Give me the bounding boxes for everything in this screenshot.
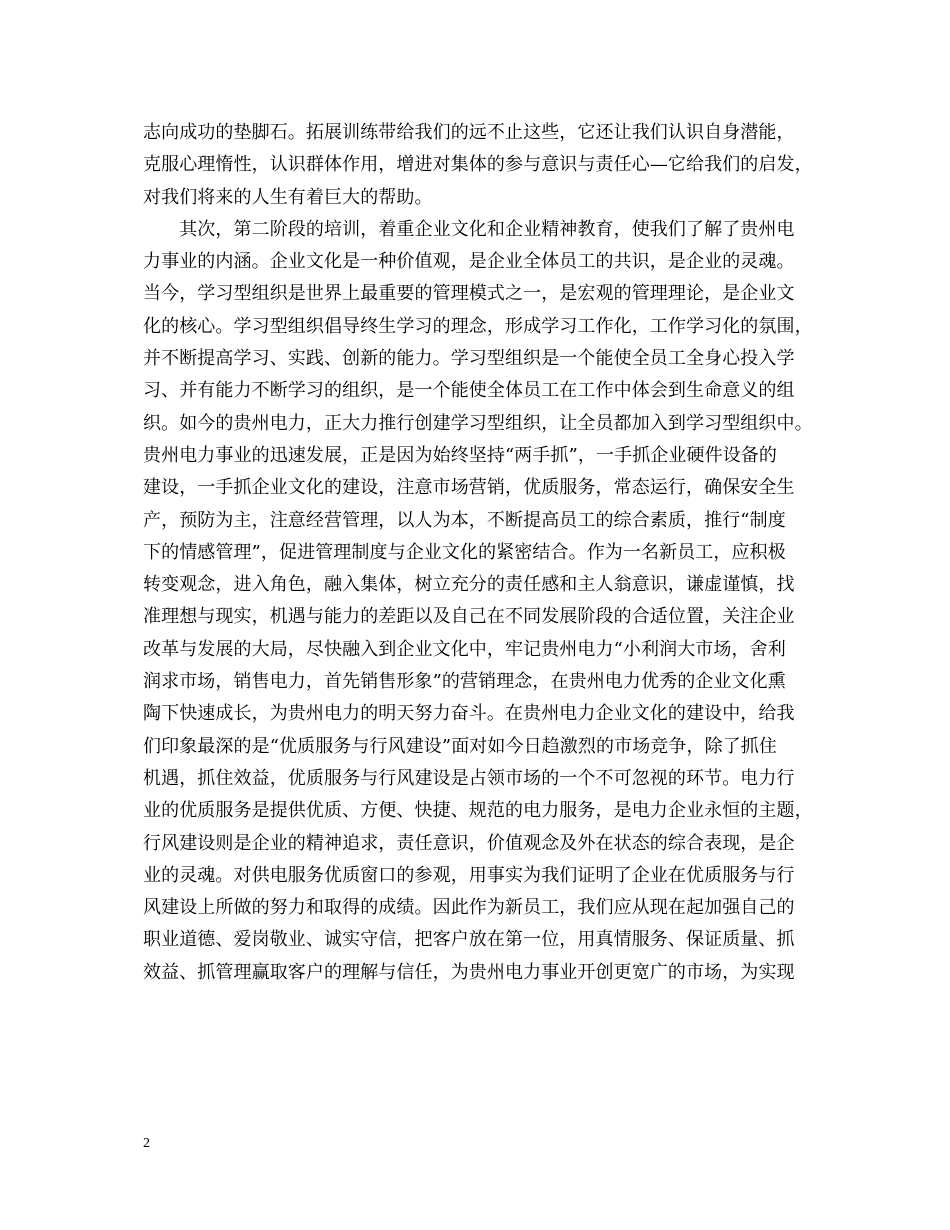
text-line: 职业道德、爱岗敬业、诚实守信，把客户放在第一位，用真情服务、保证质量、抓 (143, 929, 795, 951)
text-line: 准理想与现实，机遇与能力的差距以及自己在不同发展阶段的合适位置，关注企业 (143, 606, 795, 628)
text-line: 建设，一手抓企业文化的建设，注意市场营销，优质服务，常态运行，确保安全生 (143, 477, 795, 499)
text-line: 力事业的内涵。企业文化是一种价值观，是企业全体员工的共识，是企业的灵魂。 (143, 251, 795, 273)
text-line: 当今，学习型组织是世界上最重要的管理模式之一，是宏观的管理理论，是企业文 (143, 283, 795, 305)
page-number: 2 (143, 1136, 150, 1151)
text-line: 贵州电力事业的迅速发展，正是因为始终坚持“两手抓”，一手抓企业硬件设备的 (143, 444, 778, 466)
body-text (143, 117, 833, 989)
text-line: 克服心理惰性，认识群体作用，增进对集体的参与意识与责任心—它给我们的启发， (143, 154, 813, 176)
text-line: 并不断提高学习、实践、创新的能力。学习型组织是一个能使全员工全身心投入学 (143, 348, 795, 370)
text-line: 业的优质服务是提供优质、方便、快捷、规范的电力服务，是电力企业永恒的主题， (143, 800, 813, 822)
text-line: 对我们将来的人生有着巨大的帮助。 (143, 186, 433, 208)
text-line: 下的情感管理”，促进管理制度与企业文化的紧密结合。作为一名新员工，应积极 (143, 541, 786, 563)
text-line: 其次，第二阶段的培训，着重企业文化和企业精神教育，使我们了解了贵州电 (143, 218, 795, 240)
text-line: 润求市场，销售电力，首先销售形象”的营销理念，在贵州电力优秀的企业文化熏 (143, 671, 786, 693)
text-line: 陶下快速成长，为贵州电力的明天努力奋斗。在贵州电力企业文化的建设中，给我 (143, 703, 795, 725)
text-line: 效益、抓管理赢取客户的理解与信任，为贵州电力事业开创更宽广的市场，为实现 (143, 961, 795, 983)
text-line: 业的灵魂。对供电服务优质窗口的参观，用事实为我们证明了企业在优质服务与行 (143, 864, 795, 886)
text-line: 风建设上所做的努力和取得的成绩。因此作为新员工，我们应从现在起加强自己的 (143, 897, 795, 919)
text-line: 织。如今的贵州电力，正大力推行创建学习型组织，让全员都加入到学习型组织中。 (143, 412, 813, 434)
text-line: 产，预防为主，注意经营管理，以人为本，不断提高员工的综合素质，推行“制度 (143, 509, 786, 531)
text-line: 行风建设则是企业的精神追求，责任意识，价值观念及外在状态的综合表现，是企 (143, 832, 795, 854)
text-line: 转变观念，进入角色，融入集体，树立充分的责任感和主人翁意识，谦虚谨慎，找 (143, 574, 795, 596)
text-line: 改革与发展的大局，尽快融入到企业文化中，牢记贵州电力“小利润大市场，舍利 (143, 638, 786, 660)
text-line: 化的核心。学习型组织倡导终生学习的理念，形成学习工作化，工作学习化的氛围， (143, 315, 813, 337)
text-line: 们印象最深的是“优质服务与行风建设”面对如今日趋激烈的市场竞争，除了抓住 (143, 735, 778, 757)
text-line: 习、并有能力不断学习的组织，是一个能使全体员工在工作中体会到生命意义的组 (143, 380, 795, 402)
text-line: 机遇，抓住效益，优质服务与行风建设是占领市场的一个不可忽视的环节。电力行 (143, 767, 795, 789)
text-line: 志向成功的垫脚石。拓展训练带给我们的远不止这些，它还让我们认识自身潜能， (143, 122, 795, 143)
